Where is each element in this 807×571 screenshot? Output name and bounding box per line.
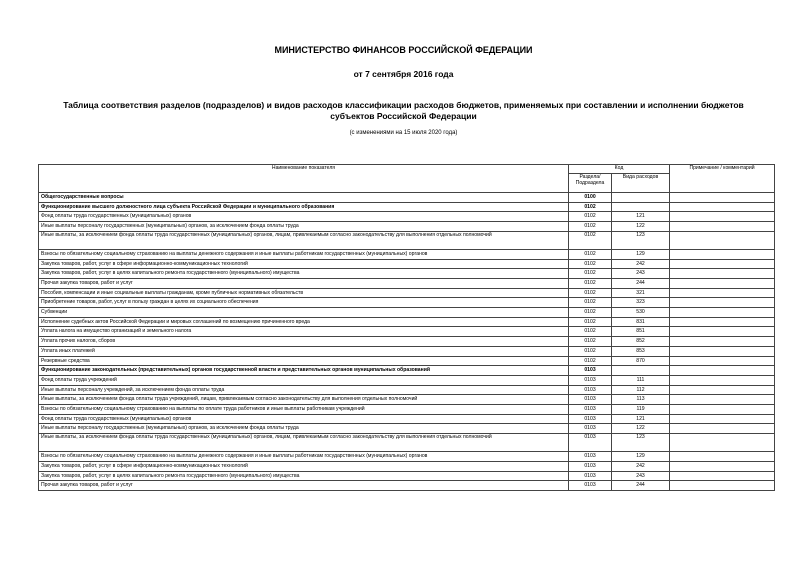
row-expense-code: 111 <box>612 375 670 385</box>
row-note <box>670 308 775 318</box>
classification-table <box>38 164 775 491</box>
row-section-code: 0102 <box>569 356 612 366</box>
row-expense-code: 242 <box>612 259 670 269</box>
row-name: Закупка товаров, работ, услуг в сфере информационно-коммуникационных технологий <box>39 461 569 471</box>
table-row <box>39 452 775 462</box>
row-note <box>670 337 775 347</box>
table-row <box>39 278 775 288</box>
row-name: Иные выплаты, за исключением фонда оплаты труда государственных (муниципальных) органов, лицам, привлекаемым согласно законодательству для выполнения отдельных полномочий <box>39 434 569 452</box>
table-row <box>39 414 775 424</box>
row-note <box>670 259 775 269</box>
row-expense-code: 129 <box>612 452 670 462</box>
row-section-code: 0103 <box>569 452 612 462</box>
table-row <box>39 298 775 308</box>
row-expense-code: 243 <box>612 269 670 279</box>
row-section-code: 0103 <box>569 471 612 481</box>
table-row <box>39 269 775 279</box>
table-row <box>39 424 775 434</box>
table-row <box>39 481 775 491</box>
table-row <box>39 434 775 452</box>
table-row <box>39 259 775 269</box>
row-expense-code <box>612 366 670 376</box>
row-note <box>670 298 775 308</box>
row-section-code: 0102 <box>569 346 612 356</box>
row-expense-code <box>612 202 670 212</box>
header-code: Код <box>569 165 670 174</box>
document-title: Таблица соответствия разделов (подразделов) и видов расходов классификации расходов бюджетов, применяемых при составлении и исполнении бюджетов субъектов Российской Федерации <box>63 100 744 121</box>
row-expense-code: 123 <box>612 434 670 452</box>
row-section-code: 0100 <box>569 193 612 203</box>
table-row <box>39 249 775 259</box>
row-expense-code: 244 <box>612 481 670 491</box>
row-expense-code <box>612 193 670 203</box>
table-row <box>39 356 775 366</box>
table-row <box>39 337 775 347</box>
row-section-code: 0103 <box>569 461 612 471</box>
table-row <box>39 231 775 249</box>
row-name: Закупка товаров, работ, услуг в целях капитального ремонта государственного (муниципального) имущества <box>39 269 569 279</box>
document-date: от 7 сентября 2016 года <box>353 69 454 79</box>
row-expense-code: 129 <box>612 249 670 259</box>
table-row <box>39 375 775 385</box>
row-expense-code: 870 <box>612 356 670 366</box>
table-row <box>39 366 775 376</box>
row-note <box>670 395 775 405</box>
row-section-code: 0102 <box>569 288 612 298</box>
row-name: Общегосударственные вопросы <box>39 193 569 203</box>
table-body <box>39 193 775 491</box>
table-row <box>39 471 775 481</box>
row-name: Уплата иных платежей <box>39 346 569 356</box>
row-name: Иные выплаты персоналу учреждений, за исключением фонда оплаты труда <box>39 385 569 395</box>
table-row <box>39 308 775 318</box>
table-row <box>39 193 775 203</box>
row-expense-code: 530 <box>612 308 670 318</box>
row-note <box>670 385 775 395</box>
row-section-code: 0102 <box>569 212 612 222</box>
row-expense-code: 121 <box>612 212 670 222</box>
table-row <box>39 327 775 337</box>
table-row <box>39 405 775 415</box>
row-note <box>670 327 775 337</box>
row-note <box>670 222 775 232</box>
changes-note: (с изменениями на 15 июля 2020 года) <box>349 130 458 136</box>
row-section-code: 0103 <box>569 405 612 415</box>
row-name: Закупка товаров, работ, услуг в целях капитального ремонта государственного (муниципального) имущества <box>39 471 569 481</box>
row-expense-code: 121 <box>612 414 670 424</box>
table-row <box>39 385 775 395</box>
row-name: Иные выплаты, за исключением фонда оплаты труда учреждений, лицам, привлекаемым согласно законодательству для выполнения отдельных полномочий <box>39 395 569 405</box>
row-section-code: 0102 <box>569 259 612 269</box>
row-expense-code: 852 <box>612 337 670 347</box>
row-expense-code: 122 <box>612 424 670 434</box>
table-row <box>39 317 775 327</box>
row-section-code: 0103 <box>569 434 612 452</box>
row-note <box>670 405 775 415</box>
row-expense-code: 851 <box>612 327 670 337</box>
row-expense-code: 112 <box>612 385 670 395</box>
row-note <box>670 269 775 279</box>
row-note <box>670 424 775 434</box>
row-section-code: 0102 <box>569 222 612 232</box>
row-name: Взносы по обязательному социальному страхованию на выплаты денежного содержания и иные выплаты работникам государственных (муниципальных) органов <box>39 249 569 259</box>
row-note <box>670 452 775 462</box>
row-expense-code: 853 <box>612 346 670 356</box>
row-note <box>670 193 775 203</box>
row-section-code: 0103 <box>569 414 612 424</box>
row-expense-code: 244 <box>612 278 670 288</box>
row-note <box>670 481 775 491</box>
row-section-code: 0102 <box>569 308 612 318</box>
row-section-code: 0102 <box>569 337 612 347</box>
row-note <box>670 346 775 356</box>
row-section-code: 0102 <box>569 231 612 249</box>
row-expense-code: 243 <box>612 471 670 481</box>
row-section-code: 0102 <box>569 298 612 308</box>
row-section-code: 0102 <box>569 249 612 259</box>
row-note <box>670 461 775 471</box>
row-section-code: 0103 <box>569 395 612 405</box>
ministry-heading: МИНИСТЕРСТВО ФИНАНСОВ РОССИЙСКОЙ ФЕДЕРАЦИИ <box>274 45 533 55</box>
table-row <box>39 202 775 212</box>
row-section-code: 0103 <box>569 366 612 376</box>
row-name: Прочая закупка товаров, работ и услуг <box>39 278 569 288</box>
row-note <box>670 471 775 481</box>
row-section-code: 0102 <box>569 278 612 288</box>
header-name: Наименование показателя <box>39 165 569 193</box>
row-expense-code: 242 <box>612 461 670 471</box>
row-name: Функционирование высшего должностного лица субъекта Российской Федерации и муниципального образования <box>39 202 569 212</box>
row-note <box>670 202 775 212</box>
header-expense: Вида расходов <box>612 174 670 193</box>
row-section-code: 0103 <box>569 481 612 491</box>
row-section-code: 0102 <box>569 327 612 337</box>
table-row <box>39 288 775 298</box>
row-expense-code: 323 <box>612 298 670 308</box>
row-name: Пособия, компенсации и иные социальные выплаты гражданам, кроме публичных нормативных обязательств <box>39 288 569 298</box>
row-note <box>670 249 775 259</box>
header-note: Примечание / комментарий <box>670 165 775 193</box>
table-row <box>39 395 775 405</box>
row-expense-code: 321 <box>612 288 670 298</box>
table-row <box>39 212 775 222</box>
row-note <box>670 414 775 424</box>
row-expense-code: 119 <box>612 405 670 415</box>
row-expense-code: 122 <box>612 222 670 232</box>
table-row <box>39 461 775 471</box>
row-note <box>670 366 775 376</box>
row-name: Взносы по обязательному социальному страхованию на выплаты по оплате труда работников и иные выплаты работникам учреждений <box>39 405 569 415</box>
row-name: Исполнение судебных актов Российской Федерации и мировых соглашений по возмещению причиненного вреда <box>39 317 569 327</box>
row-note <box>670 278 775 288</box>
row-name: Фонд оплаты труда государственных (муниципальных) органов <box>39 414 569 424</box>
row-name: Закупка товаров, работ, услуг в сфере информационно-коммуникационных технологий <box>39 259 569 269</box>
row-expense-code: 123 <box>612 231 670 249</box>
row-name: Субвенции <box>39 308 569 318</box>
row-name: Фонд оплаты труда государственных (муниципальных) органов <box>39 212 569 222</box>
header-section: Раздела/ Подраздела <box>569 174 612 193</box>
row-name: Приобретение товаров, работ, услуг в пользу граждан в целях их социального обеспечения <box>39 298 569 308</box>
table-row <box>39 222 775 232</box>
row-section-code: 0102 <box>569 269 612 279</box>
row-expense-code: 113 <box>612 395 670 405</box>
row-name: Взносы по обязательному социальному страхованию на выплаты денежного содержания и иные выплаты работникам государственных (муниципальных) органов <box>39 452 569 462</box>
row-name: Иные выплаты, за исключением фонда оплаты труда государственных (муниципальных) органов, лицам, привлекаемым согласно законодательству для выполнения отдельных полномочий <box>39 231 569 249</box>
row-note <box>670 231 775 249</box>
row-section-code: 0102 <box>569 317 612 327</box>
row-note <box>670 434 775 452</box>
row-name: Резервные средства <box>39 356 569 366</box>
row-name: Прочая закупка товаров, работ и услуг <box>39 481 569 491</box>
row-note <box>670 356 775 366</box>
row-note <box>670 317 775 327</box>
row-section-code: 0103 <box>569 375 612 385</box>
row-name: Уплата налога на имущество организаций и земельного налога <box>39 327 569 337</box>
row-note <box>670 375 775 385</box>
row-name: Функционирование законодательных (представительных) органов государственной власти и представительных органов муниципальных образований <box>39 366 569 376</box>
row-name: Уплата прочих налогов, сборов <box>39 337 569 347</box>
row-name: Иные выплаты персоналу государственных (муниципальных) органов, за исключением фонда оплаты труда <box>39 424 569 434</box>
row-section-code: 0103 <box>569 385 612 395</box>
row-name: Иные выплаты персоналу государственных (муниципальных) органов, за исключением фонда оплаты труда <box>39 222 569 232</box>
row-section-code: 0102 <box>569 202 612 212</box>
row-section-code: 0103 <box>569 424 612 434</box>
row-name: Фонд оплаты труда учреждений <box>39 375 569 385</box>
table-row <box>39 346 775 356</box>
row-note <box>670 288 775 298</box>
row-note <box>670 212 775 222</box>
row-expense-code: 831 <box>612 317 670 327</box>
